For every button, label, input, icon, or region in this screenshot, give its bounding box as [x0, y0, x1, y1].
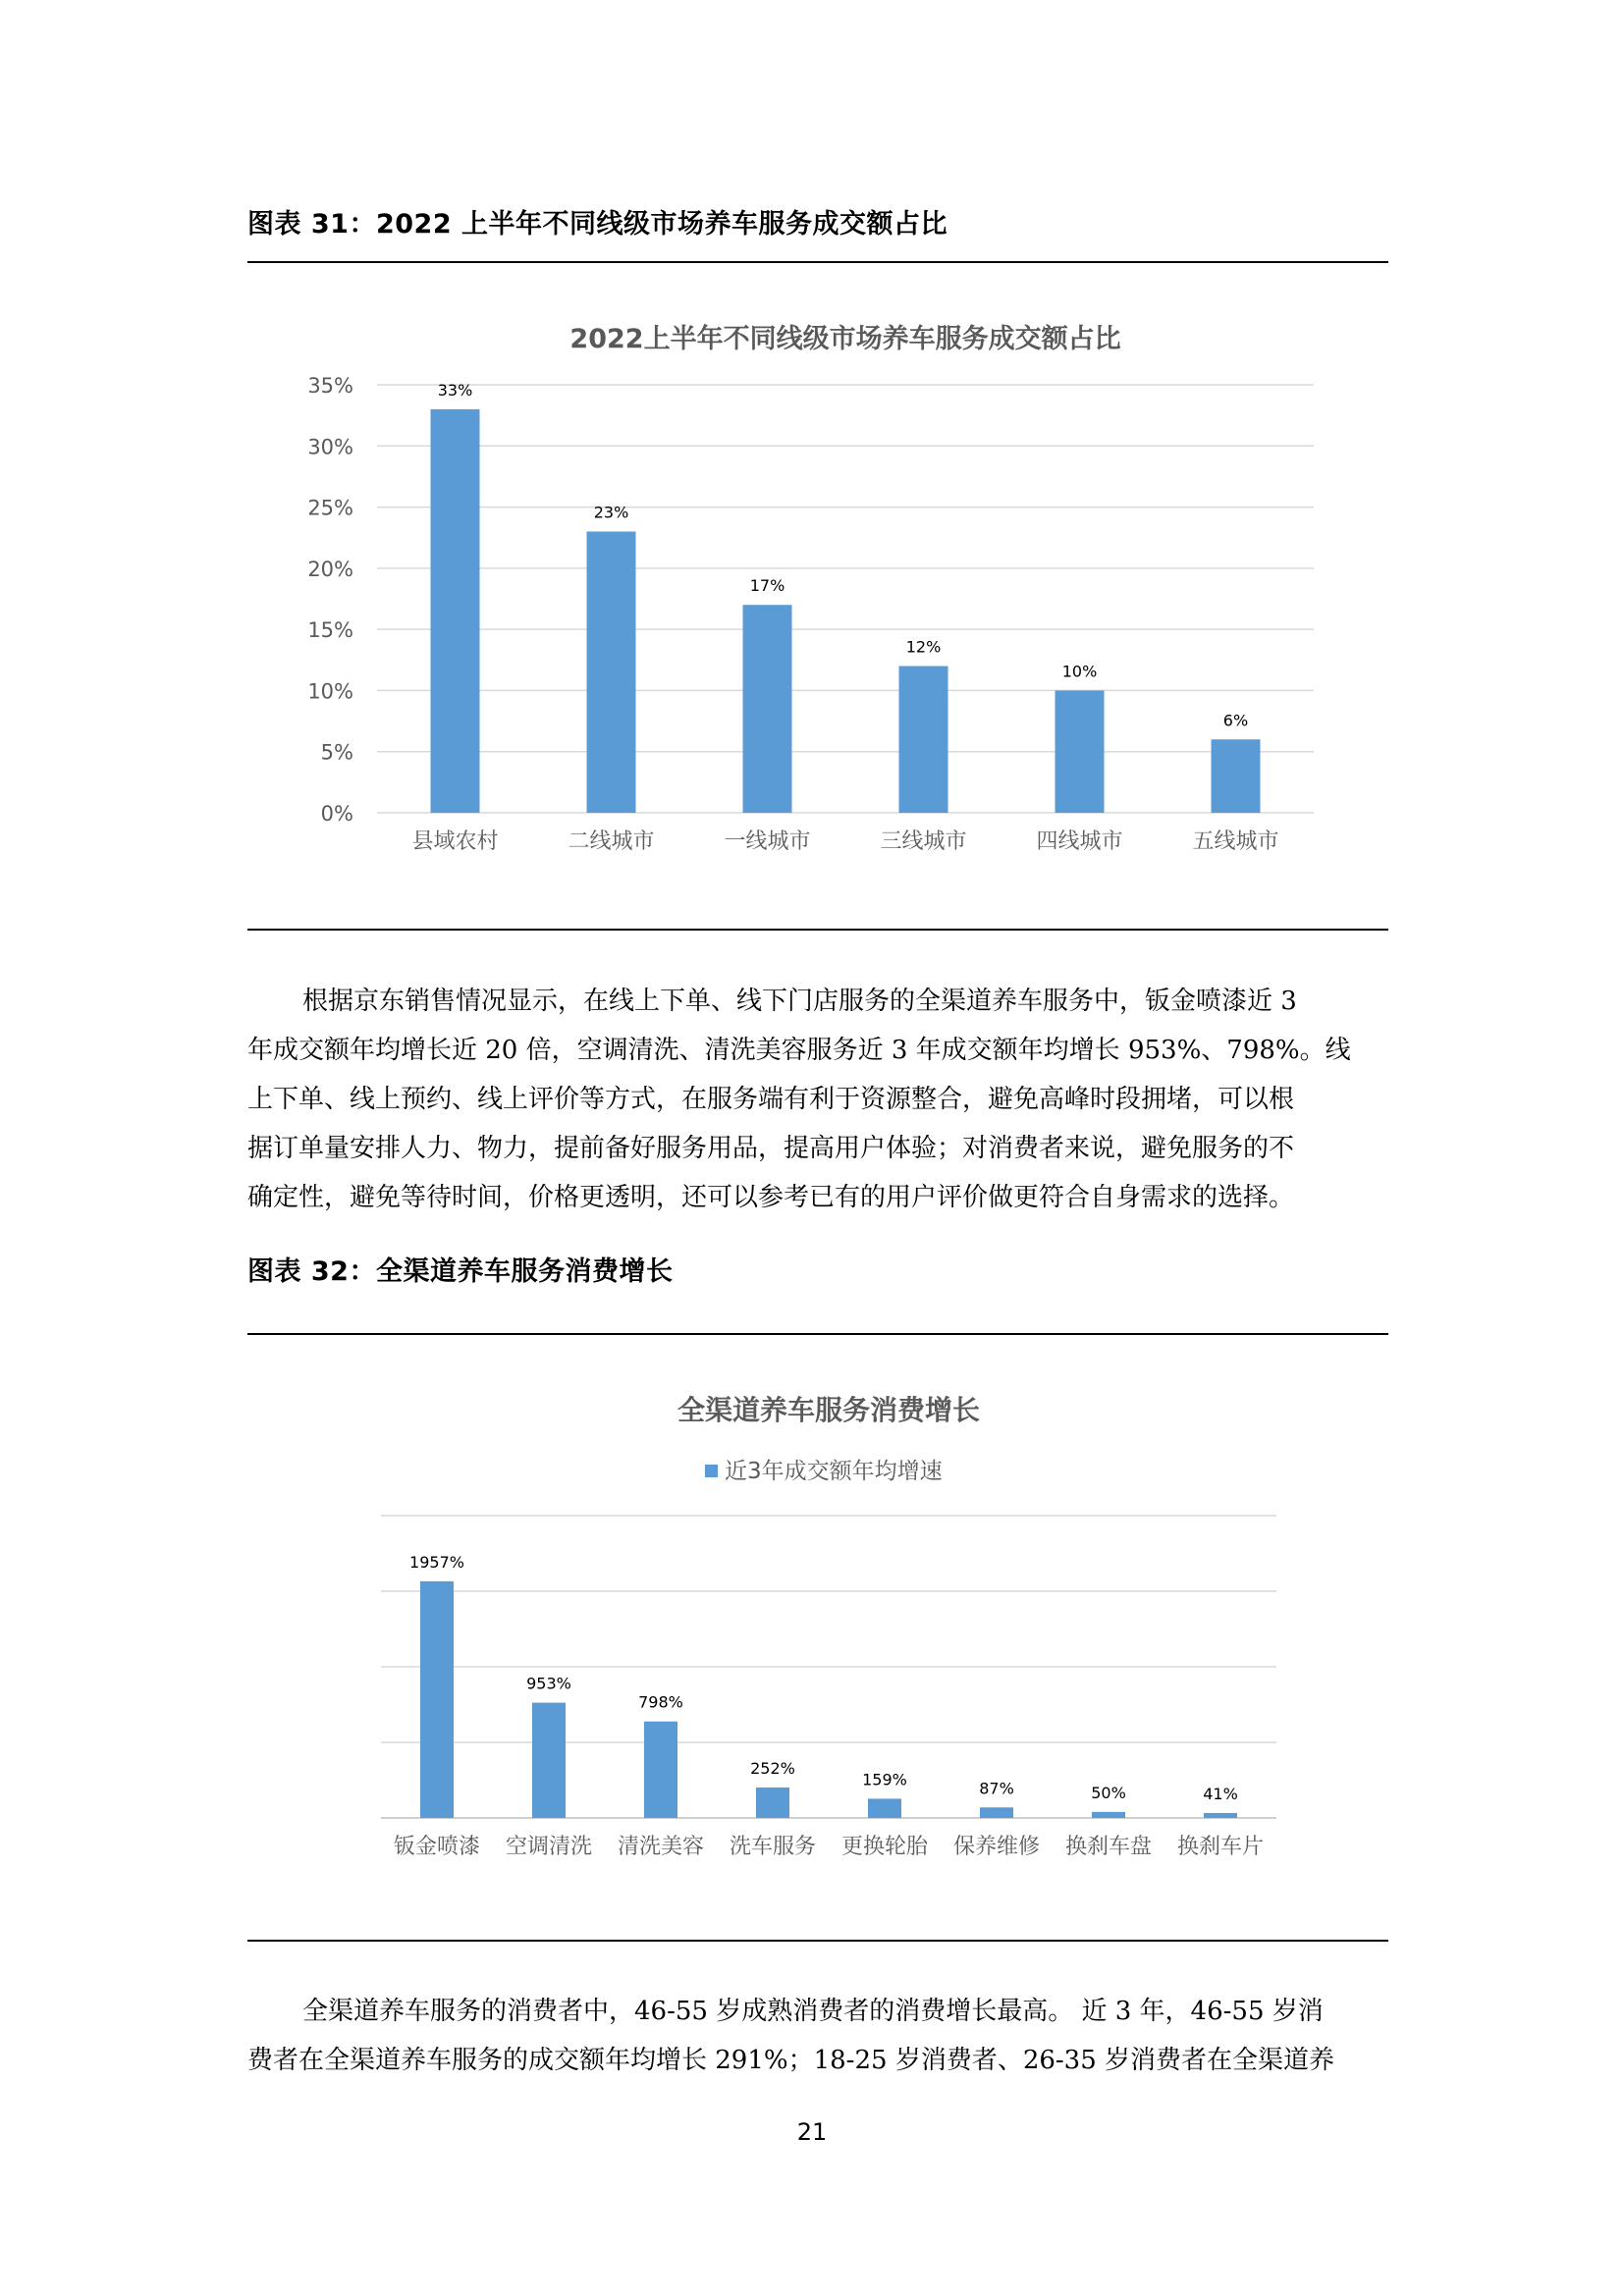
data-label: 252%	[750, 1758, 795, 1778]
paragraph-1-line: 年成交额年均增长近 20 倍，空调清洗、清洗美容服务近 3 年成交额年均增长 953%、798%。线	[247, 1036, 1351, 1065]
y-tick-label: 0%	[320, 802, 353, 826]
y-tick-label: 25%	[307, 496, 353, 520]
bar	[420, 1581, 454, 1818]
y-tick-label: 5%	[320, 740, 353, 765]
y-tick-label: 10%	[307, 679, 353, 704]
data-label: 50%	[1091, 1783, 1126, 1802]
x-tick-label: 换刹车盘	[1064, 1835, 1153, 1859]
top-rule-chart-1	[247, 261, 1388, 263]
page-number: 21	[796, 2118, 828, 2146]
x-tick-label: 更换轮胎	[840, 1835, 929, 1859]
x-tick-label: 洗车服务	[729, 1835, 817, 1859]
paragraph-1-line: 确定性，避免等待时间，价格更透明，还可以参考已有的用户评价做更符合自身需求的选择。	[247, 1183, 1295, 1212]
paragraph-1-line: 根据京东销售情况显示，在线上下单、线下门店服务的全渠道养车服务中，钣金喷漆近 3	[302, 987, 1297, 1016]
bar	[743, 605, 792, 813]
legend-label: 近3年成交额年均增速	[725, 1459, 943, 1484]
figure-caption-32: 图表 32：全渠道养车服务消费增长	[247, 1256, 674, 1287]
bar	[431, 409, 480, 813]
x-tick-label: 换刹车片	[1176, 1835, 1265, 1859]
data-label: 17%	[749, 576, 785, 596]
chart-title: 全渠道养车服务消费增长	[677, 1394, 981, 1426]
bar	[980, 1807, 1013, 1818]
data-label: 87%	[979, 1779, 1014, 1798]
data-label: 12%	[905, 637, 942, 657]
chart-channel-growth	[0, 1337, 1624, 1926]
paragraph-2	[247, 1987, 1377, 2085]
bar	[899, 667, 948, 813]
x-tick-label: 保养维修	[952, 1835, 1041, 1859]
data-label: 10%	[1061, 662, 1098, 681]
paragraph-1	[247, 977, 1377, 1222]
data-label: 1957%	[409, 1552, 464, 1572]
bottom-rule-chart-2	[247, 1940, 1388, 1942]
data-label: 953%	[526, 1674, 571, 1693]
bar	[1092, 1812, 1125, 1818]
figure-caption-31: 图表 31：2022 上半年不同线级市场养车服务成交额占比	[247, 209, 948, 240]
bar	[868, 1798, 901, 1818]
bottom-rule-chart-1	[247, 929, 1388, 931]
legend-swatch	[705, 1465, 718, 1477]
chart-market-tier-share	[0, 265, 1624, 933]
bar	[1204, 1813, 1237, 1818]
x-tick-label: 一线城市	[724, 829, 811, 854]
bar	[587, 531, 636, 813]
paragraph-1-line: 据订单量安排人力、物力，提前备好服务用品，提高用户体验；对消费者来说，避免服务的不	[247, 1134, 1295, 1163]
paragraph-2-line: 全渠道养车服务的消费者中，46-55 岁成熟消费者的消费增长最高。 近 3 年，46-55 岁消	[302, 1997, 1324, 2026]
data-label: 23%	[593, 503, 629, 522]
y-tick-label: 30%	[307, 435, 353, 459]
chart-title: 2022上半年不同线级市场养车服务成交额占比	[569, 324, 1121, 354]
data-label: 798%	[638, 1692, 683, 1712]
x-tick-label: 清洗美容	[617, 1835, 705, 1859]
y-tick-label: 15%	[307, 618, 353, 643]
data-label: 33%	[437, 380, 473, 400]
x-tick-label: 三线城市	[880, 829, 967, 854]
top-rule-chart-2	[247, 1333, 1388, 1335]
x-tick-label: 五线城市	[1192, 829, 1279, 854]
x-tick-label: 空调清洗	[505, 1835, 593, 1859]
data-label: 6%	[1222, 711, 1249, 730]
y-tick-label: 20%	[307, 557, 353, 581]
x-tick-label: 县域农村	[411, 829, 499, 854]
bar	[1212, 739, 1261, 813]
x-tick-label: 钣金喷漆	[393, 1835, 481, 1859]
paragraph-1-line: 上下单、线上预约、线上评价等方式，在服务端有利于资源整合，避免高峰时段拥堵，可以根	[247, 1085, 1295, 1114]
x-tick-label: 二线城市	[568, 829, 655, 854]
paragraph-2-line: 费者在全渠道养车服务的成交额年均增长 291%；18-25 岁消费者、26-35 岁消费者在全渠道养	[247, 2046, 1335, 2075]
x-tick-label: 四线城市	[1036, 829, 1123, 854]
data-label: 159%	[862, 1770, 907, 1789]
y-tick-label: 35%	[307, 374, 353, 398]
bar	[756, 1788, 789, 1818]
bar	[532, 1703, 566, 1818]
bar	[1056, 690, 1105, 813]
bar	[644, 1722, 677, 1818]
data-label: 41%	[1203, 1784, 1238, 1803]
